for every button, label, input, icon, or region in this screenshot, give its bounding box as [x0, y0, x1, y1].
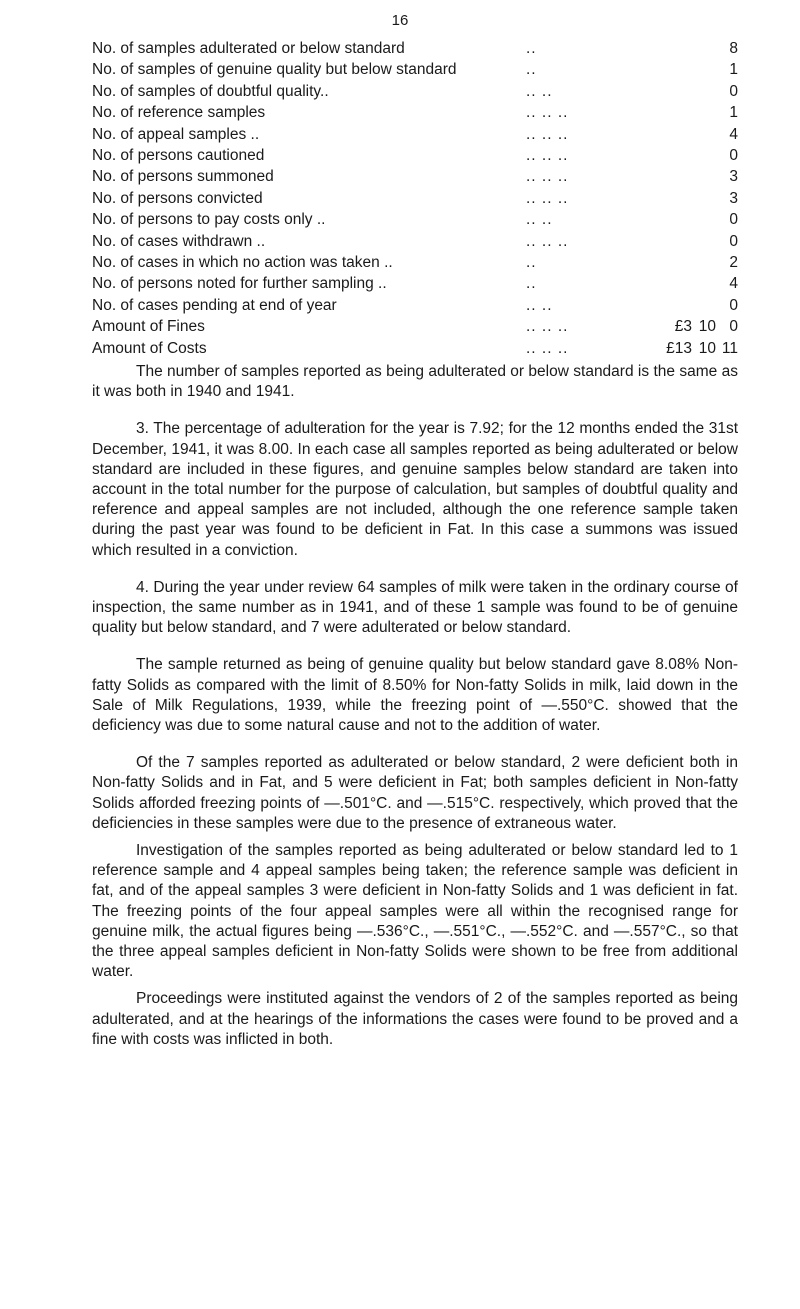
leader-dots: .. [526, 61, 537, 79]
stats-label: No. of reference samples [92, 104, 266, 122]
page-number: 16 [391, 12, 409, 29]
money-shillings: 10 [698, 318, 716, 336]
report-body [92, 362, 738, 1050]
money-pounds: £3 [674, 318, 692, 336]
stats-row [92, 38, 738, 59]
leader-dots: .. [526, 275, 537, 293]
money-pence: 0 [729, 318, 738, 336]
money-value [608, 338, 738, 359]
leader-dots: .. .. .. [526, 125, 569, 143]
leader-dots: .. .. .. [526, 168, 569, 186]
stats-row [92, 273, 738, 294]
leader-dots: .. .. [526, 296, 553, 314]
money-row [92, 316, 738, 337]
stats-row [92, 252, 738, 273]
stats-label: No. of persons convicted [92, 189, 263, 207]
stats-row [92, 209, 738, 230]
paragraph-investigation: Investigation of the samples reported as being adulterated or below standard led to 1 reference sample and 4 appeal samples being taken; the reference sample was deficient in fat, and of the appeal samples 3 were deficient in Non-fatty Solids and 1 was deficient in fat. The freezing points of the four appeal samples were all within the recognised range for genuine milk, the actual figures being —.536°C., —.551°C., —.552°C. and —.557°C., so that the three appeal samples deficient in Non-fatty Solids were shown to be free from additional water. [92, 842, 738, 981]
stats-value: 4 [729, 275, 738, 293]
stats-value: 4 [729, 125, 738, 143]
stats-row [92, 145, 738, 166]
paragraph-genuine-sample: The sample returned as being of genuine quality but below standard gave 8.08% Non-fatty Solids as compared with the limit of 8.50% for Non-fatty Solids in milk, laid down in the Sale of Milk Regulations, 1939, while the freezing point of —.550°C. showed that the deficiency was due to some natural cause and not to the addition of water. [92, 656, 738, 735]
stats-row [92, 295, 738, 316]
stats-value: 0 [729, 296, 738, 314]
money-row [92, 338, 738, 359]
stats-row [92, 102, 738, 123]
paragraph-4-milk-samples: 4. During the year under review 64 samples of milk were taken in the ordinary course of inspection, the same number as in 1941, and of these 1 sample was found to be of genuine quality but below standard, and 7 were adulterated or below standard. [92, 578, 738, 637]
stats-value: 0 [729, 147, 738, 165]
paragraph-summary: The number of samples reported as being adulterated or below standard is the same as it was both in 1940 and 1941. [92, 363, 738, 401]
stats-value: 3 [729, 168, 738, 186]
leader-dots: .. [526, 254, 537, 272]
leader-dots: .. [526, 40, 537, 57]
stats-row [92, 81, 738, 102]
stats-value: 1 [729, 61, 738, 79]
money-pence: 11 [721, 339, 738, 357]
stats-label: No. of cases pending at end of year [92, 296, 337, 314]
stats-value: 3 [729, 189, 738, 207]
money-pounds: £13 [666, 339, 692, 357]
stats-value: 0 [729, 211, 738, 229]
leader-dots: .. .. .. [526, 339, 569, 357]
stats-row [92, 166, 738, 187]
leader-dots: .. .. .. [526, 104, 569, 122]
stats-label: No. of samples of doubtful quality.. [92, 82, 329, 100]
paragraph-proceedings: Proceedings were instituted against the vendors of 2 of the samples reported as being adulterated, and at the hearings of the informations the cases were found to be proved and a fine with costs was inflicted in both. [92, 990, 738, 1048]
stats-value: 2 [729, 254, 738, 272]
leader-dots: .. .. .. [526, 147, 569, 165]
stats-label: No. of samples adulterated or below standard [92, 40, 405, 57]
money-label: Amount of Costs [92, 339, 207, 357]
money-shillings: 10 [698, 339, 716, 357]
stats-value: 0 [729, 232, 738, 250]
stats-value: 8 [729, 40, 738, 57]
stats-value: 0 [729, 82, 738, 100]
leader-dots: .. .. [526, 211, 553, 229]
money-label: Amount of Fines [92, 318, 205, 336]
leader-dots: .. .. [526, 82, 553, 100]
stats-label: No. of persons cautioned [92, 147, 265, 165]
stats-label: No. of cases withdrawn .. [92, 232, 266, 250]
stats-label: No. of persons to pay costs only .. [92, 211, 326, 229]
money-value [608, 316, 738, 337]
stats-value: 1 [729, 104, 738, 122]
stats-label: No. of samples of genuine quality but below standard [92, 61, 457, 79]
stats-row [92, 188, 738, 209]
stats-row [92, 231, 738, 252]
stats-row [92, 124, 738, 145]
leader-dots: .. .. .. [526, 232, 569, 250]
stats-label: No. of appeal samples .. [92, 125, 260, 143]
stats-row [92, 59, 738, 80]
stats-label: No. of cases in which no action was taken .. [92, 254, 393, 272]
stats-label: No. of persons summoned [92, 168, 274, 186]
paragraph-adulterated-samples: Of the 7 samples reported as adulterated or below standard, 2 were deficient both in Non-fatty Solids and in Fat, and 5 were deficient in Fat; both samples deficient in Non-fatty Solids afforded freezing points of —.501°C. and —.515°C. respectively, which proved that the deficiencies in these samples were due to the presence of extraneous water. [92, 754, 738, 832]
leader-dots: .. .. .. [526, 318, 569, 336]
sampling-statistics-table [92, 38, 738, 359]
paragraph-3-percentage: 3. The percentage of adulteration for the year is 7.92; for the 12 months ended the 31st December, 1941, it was 8.00. In each case all samples reported as being adulterated or below standard are included in these figures, and genuine samples below standard are taken into account in the total number for the purpose of calculation, but samples of doubtful quality and reference and appeal samples are not included, although the one reference sample taken during the past year was found to be deficient in Fat. In this case a summons was issued which resulted in a conviction. [92, 420, 738, 559]
stats-label: No. of persons noted for further sampling .. [92, 275, 387, 293]
leader-dots: .. .. .. [526, 189, 569, 207]
